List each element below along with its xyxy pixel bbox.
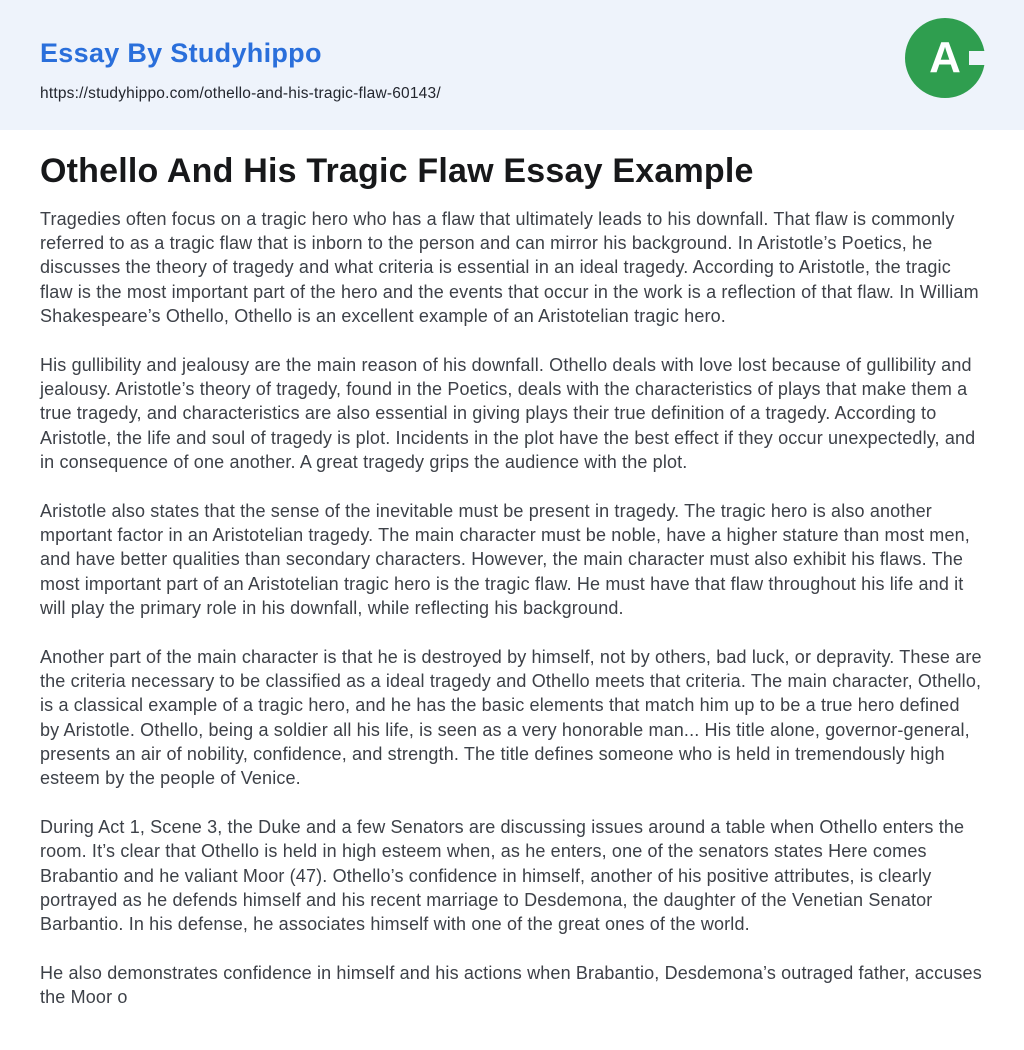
essay-paragraph: Tragedies often focus on a tragic hero who has a flaw that ultimately leads to his downfall. That flaw is commonly referred to as a tragic flaw that is inborn to the person and can mirror his background. In Aristotle’s Poetics, he discusses the theory of tragedy and what criteria is essential in an ideal tragedy. According to Aristotle, the tragic flaw is the most important part of the hero and the events that occur in the work is a reflection of that flaw. In William Shakespeare’s Othello, Othello is an excellent example of an Aristotelian tragic hero.: [40, 209, 979, 326]
article-content: [0, 130, 1024, 1050]
essay-paragraph: His gullibility and jealousy are the main reason of his downfall. Othello deals with love lost because of gullibility and jealousy. Aristotle’s theory of tragedy, found in the Poetics, deals with the characteristics of plays that make them a true tragedy, and characteristics are also essential in giving plays their true definition of a tragedy. According to Aristotle, the life and soul of tragedy is plot. Incidents in the plot have the best effect if they occur unexpectedly, and in consequence of one another. A great tragedy grips the audience with the plot.: [40, 355, 976, 472]
logo-circle: [905, 18, 985, 98]
essay-paragraph: Another part of the main character is that he is destroyed by himself, not by others, bad luck, or depravity. These are the criteria necessary to be classified as a ideal tragedy and Othello meets that criteria. The main character, Othello, is a classical example of a tragic hero, and he has the basic elements that match him up to be a true hero defined by Aristotle. Othello, being a soldier all his life, is seen as a very honorable man... His title alone, governor-general, presents an air of nobility, confidence, and strength. The title defines someone who is held in tremendously high esteem by the people of Venice.: [40, 647, 982, 789]
essay-paragraph: He also demonstrates confidence in himself and his actions when Brabantio, Desdemona’s outraged father, accuses the Moor o: [40, 963, 982, 1008]
source-url-link[interactable]: https://studyhippo.com/othello-and-his-tragic-flaw-60143/: [40, 85, 441, 102]
essay-body: [40, 207, 984, 1010]
page-header: [0, 0, 1024, 130]
studyhippo-logo-icon: [905, 18, 985, 98]
essay-paragraph: During Act 1, Scene 3, the Duke and a few Senators are discussing issues around a table when Othello enters the room. It’s clear that Othello is held in high esteem when, as he enters, one of the senators states Here comes Brabantio and he valiant Moor (47). Othello’s confidence in himself, another of his positive attributes, is clearly portrayed as he defends himself and his recent marriage to Desdemona, the daughter of the Venetian Senator Barbantio. In his defense, he associates himself with one of the great ones of the world.: [40, 817, 965, 935]
logo-notch: [969, 51, 991, 65]
essay-paragraph: Aristotle also states that the sense of the inevitable must be present in tragedy. The tragic hero is also another mportant factor in an Aristotelian tragedy. The main character must be noble, have a higher stature than most men, and have better qualities than secondary characters. However, the main character must also exhibit his flaws. The most important part of an Aristotelian tragic hero is the tragic flaw. He must have that flaw throughout his life and it will play the primary role in his downfall, while reflecting his background.: [40, 501, 970, 618]
essay-title: Othello And His Tragic Flaw Essay Example: [40, 152, 754, 190]
logo-letter: A: [929, 33, 961, 82]
site-title: Essay By Studyhippo: [40, 38, 322, 68]
